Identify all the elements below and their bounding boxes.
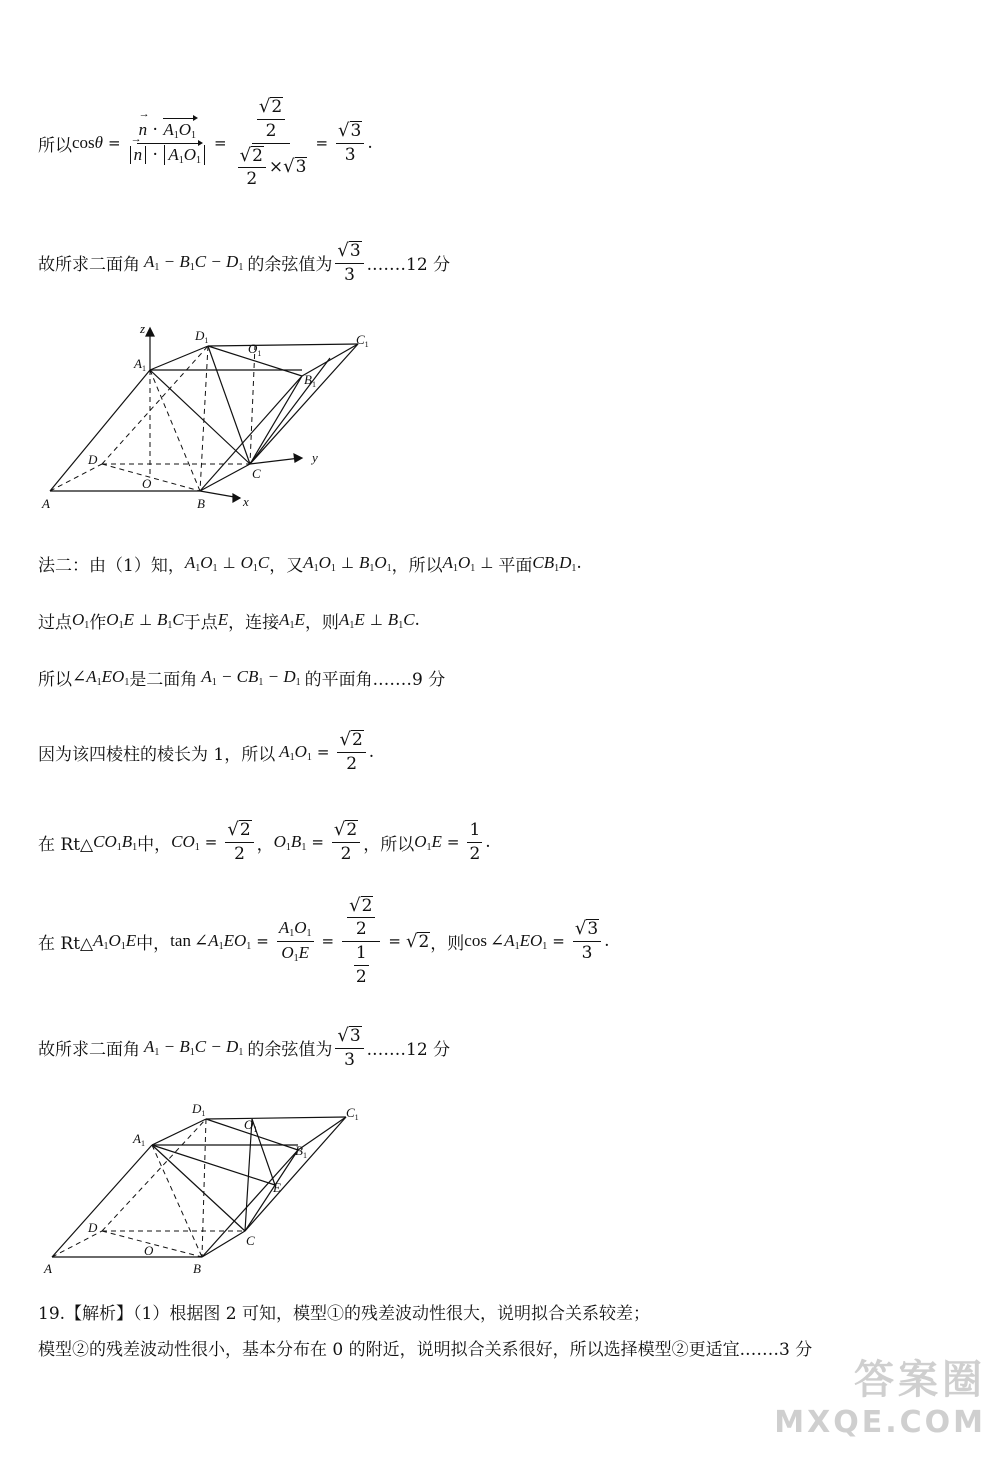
figure-prism-coordinates [30,318,390,518]
svg-text:C1: $C_1$ [346,1105,359,1122]
svg-text:D: D [88,1220,98,1235]
svg-text:B1: $B_1$ [304,372,316,389]
question-19-line-1: 19.【解析】（1）根据图 2 可知，模型①的残差波动性很大，说明拟合关系较差； [38,1303,650,1324]
text-prefix: 所以 [38,135,72,156]
answer-line-2: 故所求二面角 $A_1 - B_1C - D_1$ 的余弦值为 √ 3 3 .……12 分 [38,1024,451,1070]
svg-text:A1: $A_1$ [133,1131,145,1148]
svg-text:D: D [88,452,98,467]
svg-text:A1: $A_1$ [134,356,146,373]
method-two-line: 法二：由（1）知， $A_1O_1$ ⊥ $O_1C$ ，又 $A_1O_1$ ⊥ $B_1O_1$ ，所以 $A_1O_1$ ⊥ 平面 $CB_1D_1$ . [38,552,582,576]
svg-text:B: B [193,1261,201,1276]
question-19-line-2: 模型②的残差波动性很小，基本分布在 0 的附近，说明拟合关系很好，所以选择模型②更适宜.……3 分 [38,1339,813,1360]
svg-text:C: C [252,466,261,481]
vector-fraction: → $n \cdot A_1O_1$ → $n \cdot A_1O_1$ [129,121,206,166]
svg-text:O: O [142,476,152,491]
svg-text:D1: $D_1$ [195,328,209,345]
formula-cos-theta: 所以 cos θ = → $n \cdot A_1O_1$ → $n \cdot A_1O_1$ = √ 2 2 √ 2 2 × √ 3 = √ 3 3 . [38,88,373,198]
svg-text:z: z [140,321,146,336]
figure-prism-with-e [30,1095,390,1280]
svg-text:A: A [44,1261,52,1276]
svg-text:O: O [144,1243,154,1258]
plane-angle-line: 所以 $\angle A_1EO_1$ 是二面角 $A_1 - CB_1 - D_1$ 的平面角 .……9 分 [38,666,446,690]
svg-text:O1: $O_1$ [244,1117,258,1134]
svg-text:C1: $C_1$ [356,332,369,349]
svg-text:E: E [273,1180,281,1195]
svg-text:D1: $D_1$ [192,1101,206,1118]
svg-text:B: B [197,496,205,511]
svg-text:B1: $B_1$ [295,1143,307,1160]
construction-line: 过点 $O_1$ 作 $O_1E$ ⊥ $B_1C$ 于点 E ，连接 $A_1E$ ，则 $A_1E$ ⊥ $B_1C$ . [38,609,420,633]
svg-text:C: C [246,1233,255,1248]
numeric-fraction: √ 2 2 √ 2 2 × √ 3 [239,96,307,190]
edge-length-line: 因为该四棱柱的棱长为 1，所以 $A_1O_1$ = √ 2 2 . [38,729,375,775]
answer-line-1: 故所求二面角 $A_1 - B_1C - D_1$ 的余弦值为 √ 3 3 .……12 分 [38,239,451,285]
triangle-co1b1-line: 在 Rt△ $CO_1B_1$ 中， $CO_1$ = √ 2 2 ， $O_1B_1$ = √ 2 2 ，所以 $O_1E$ = $\frac{1}{2}$ . [38,819,491,865]
svg-text:x: x [243,494,249,509]
watermark: 答案圈 MXQE.COM [774,1357,986,1440]
svg-text:y: y [312,450,318,465]
svg-text:O1: $O_1$ [248,341,262,358]
triangle-a1o1e-line: 在 Rt△ $A_1O_1E$ 中， tan $\angle A_1EO_1$ = $\frac{A_1O_1}{O_1E}$ = √ 2 2 $\frac{1}{2}$ = √ 2 ，则 cos $\angle A_1EO_1$ = √ 3 3 . [38,894,610,987]
svg-text:A: A [42,496,50,511]
